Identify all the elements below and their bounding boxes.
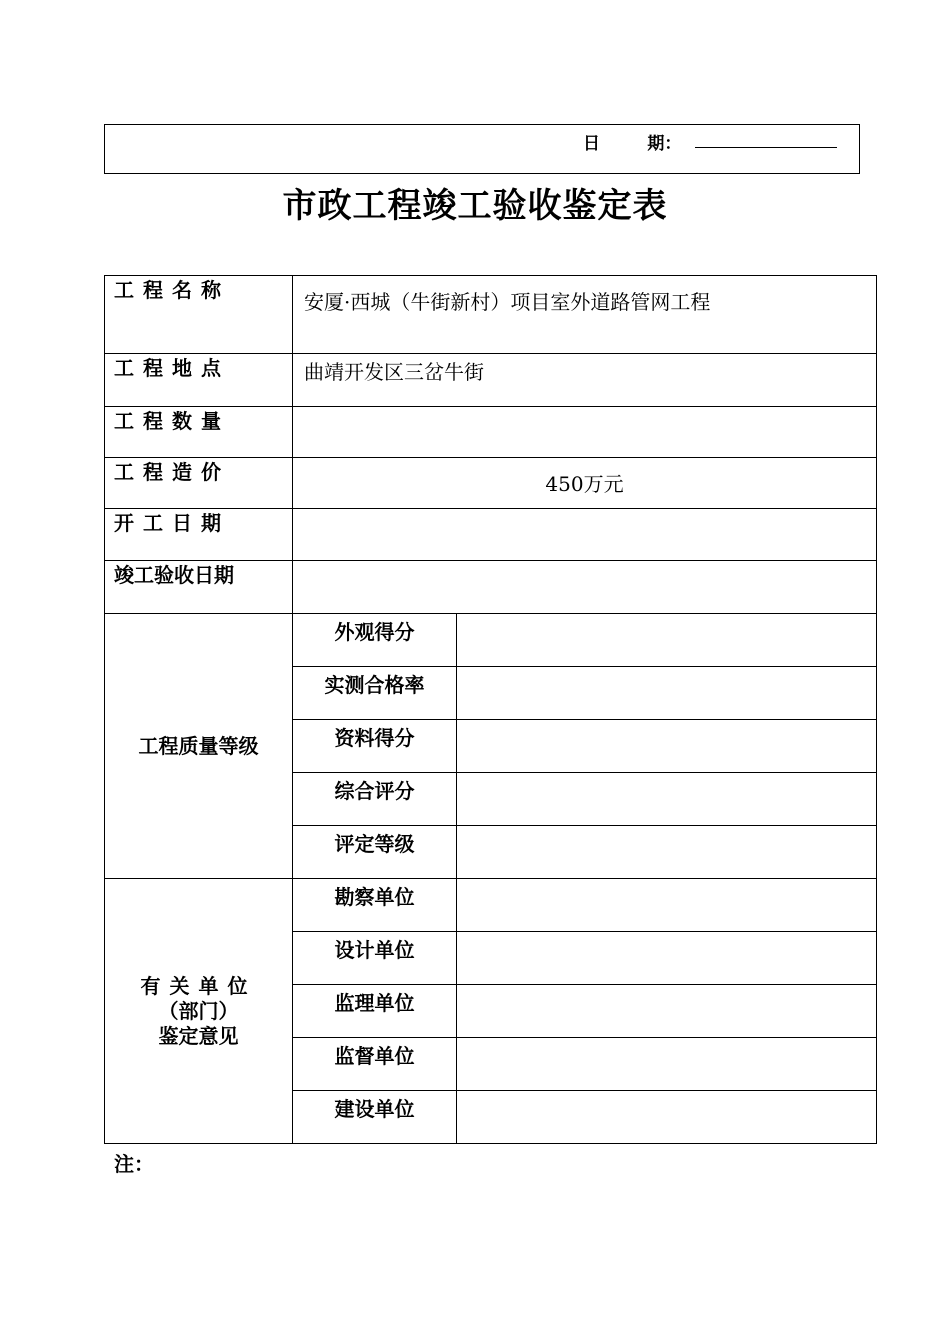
construction-unit-field[interactable]	[457, 1091, 877, 1144]
project-location-value[interactable]: 曲靖开发区三岔牛街	[293, 354, 877, 407]
completion-date-value[interactable]	[293, 561, 877, 614]
quality-item-label: 评定等级	[293, 826, 457, 879]
date-fill-line[interactable]	[695, 147, 837, 148]
document-score-field[interactable]	[457, 720, 877, 773]
table-row	[105, 354, 877, 407]
pass-rate-field[interactable]	[457, 667, 877, 720]
quality-item-label: 实测合格率	[293, 667, 457, 720]
row-label-start-date: 开工日期	[105, 509, 293, 561]
acceptance-table	[104, 275, 877, 1144]
related-units-group-label	[105, 879, 293, 1144]
project-quantity-value[interactable]	[293, 407, 877, 458]
design-unit-field[interactable]	[457, 932, 877, 985]
unit-item-label: 建设单位	[293, 1091, 457, 1144]
table-row	[105, 561, 877, 614]
row-label-project-cost: 工程造价	[105, 458, 293, 509]
quality-item-label: 综合评分	[293, 773, 457, 826]
units-label-line1: 有关单位	[140, 973, 257, 998]
table-row	[105, 276, 877, 354]
note-label: 注：	[114, 1152, 154, 1176]
row-label-project-name: 工程名称	[105, 276, 293, 354]
row-label-project-quantity: 工程数量	[105, 407, 293, 458]
grade-field[interactable]	[457, 826, 877, 879]
oversight-unit-field[interactable]	[457, 1038, 877, 1091]
supervision-unit-field[interactable]	[457, 985, 877, 1038]
quality-item-label: 外观得分	[293, 614, 457, 667]
unit-item-label: 监督单位	[293, 1038, 457, 1091]
units-label-line3: 鉴定意见	[158, 1023, 239, 1048]
project-cost-value[interactable]: 450万元	[293, 458, 877, 509]
table-row	[105, 407, 877, 458]
appearance-score-field[interactable]	[457, 614, 877, 667]
quality-grade-group-label: 工程质量等级	[105, 614, 293, 879]
table-row	[105, 458, 877, 509]
unit-item-label: 监理单位	[293, 985, 457, 1038]
start-date-value[interactable]	[293, 509, 877, 561]
table-row	[105, 614, 877, 667]
unit-item-label: 勘察单位	[293, 879, 457, 932]
date-box	[104, 124, 860, 174]
table-row	[105, 879, 877, 932]
page-title: 市政工程竣工验收鉴定表	[282, 186, 668, 226]
row-label-completion-date: 竣工验收日期	[105, 561, 293, 614]
date-label: 日 期：	[583, 134, 682, 154]
table-row	[105, 509, 877, 561]
row-label-project-location: 工程地点	[105, 354, 293, 407]
overall-score-field[interactable]	[457, 773, 877, 826]
units-label-line2: （部门）	[158, 998, 239, 1023]
unit-item-label: 设计单位	[293, 932, 457, 985]
project-name-value[interactable]: 安厦·西城（牛街新村）项目室外道路管网工程	[293, 276, 877, 354]
survey-unit-field[interactable]	[457, 879, 877, 932]
quality-item-label: 资料得分	[293, 720, 457, 773]
